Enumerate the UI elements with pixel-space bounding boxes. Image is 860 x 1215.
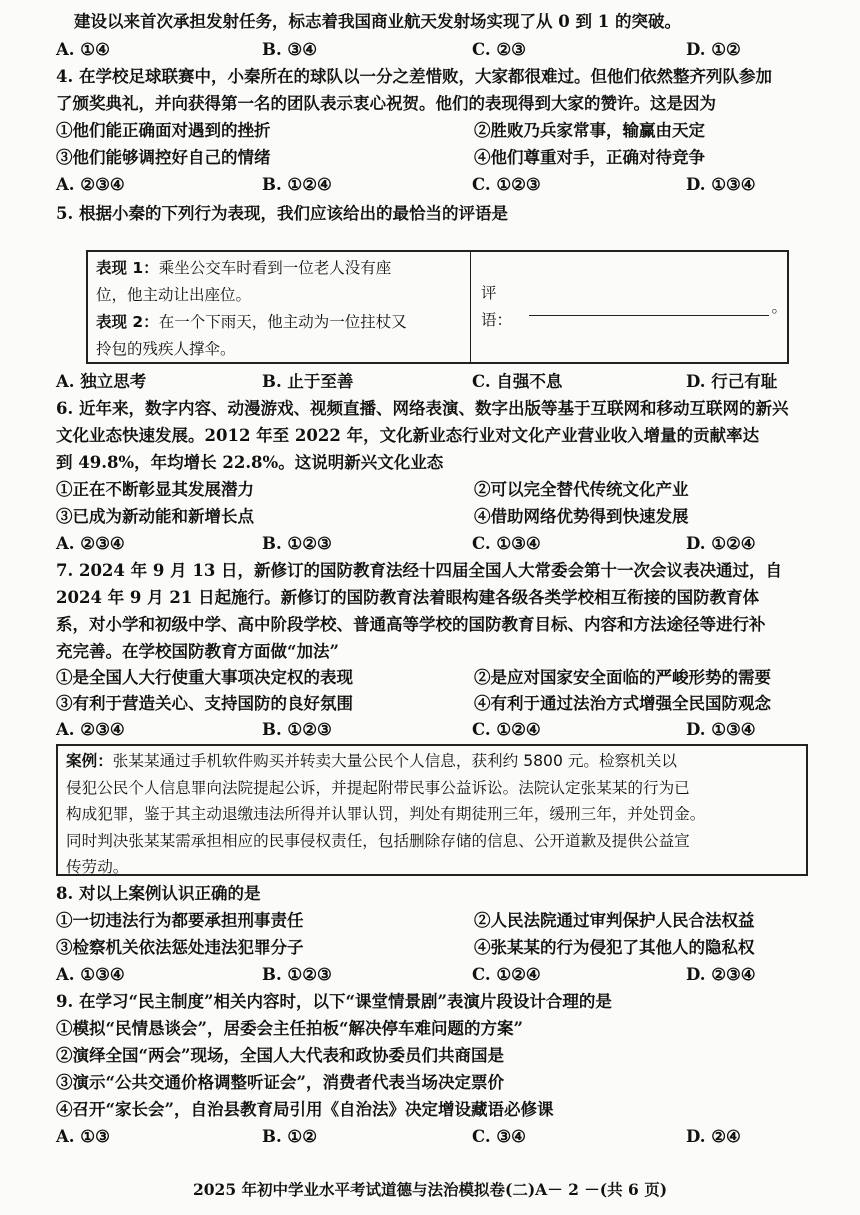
q5-option-a: A. 独立思考 (56, 372, 147, 391)
q5-behavior-cell (88, 252, 471, 362)
q7-question-cont-3: 充完善。在学校国防教育方面做“加法” (56, 642, 339, 661)
q8-option-a: A. ①③④ (56, 965, 125, 984)
q7-question-cont-2: 系，对小学和初级中学、高中阶段学校、普通高等学校的国防教育目标、内容和方法途径等进行补 (56, 615, 766, 634)
q9-option-b: B. ①② (262, 1127, 318, 1146)
perf1-text-b: 位，他主动让出座位。 (96, 286, 252, 304)
q8-question: 8. 对以上案例认识正确的是 (56, 884, 261, 903)
q6-statement-3: ③已成为新动能和新增长点 (56, 507, 254, 526)
q9-option-c: C. ③④ (472, 1127, 526, 1146)
q3-option-a: A. ①④ (56, 40, 110, 59)
q5-option-b: B. 止于至善 (262, 372, 354, 391)
page-footer: 2025 年初中学业水平考试道德与法治模拟卷(二)A－ 2 －(共 6 页) (192, 1180, 668, 1199)
q6-option-a: A. ②③④ (56, 534, 125, 553)
q3-option-b: B. ③④ (262, 40, 318, 59)
q7-statement-4: ④有利于通过法治方式增强全民国防观念 (474, 694, 771, 713)
q7-statement-3: ③有利于营造关心、支持国防的良好氛围 (56, 694, 353, 713)
q9-statement-3: ③演示“公共交通价格调整听证会”，消费者代表当场决定票价 (56, 1073, 504, 1092)
q8-statement-1: ①一切违法行为都要承担刑事责任 (56, 911, 304, 930)
case-line-4: 同时判决张某某需承担相应的民事侵权责任，包括删除存储的信息、公开道歉及提供公益宣 (66, 831, 690, 850)
q9-statement-1: ①模拟“民情恳谈会”，居委会主任拍板“解决停车难问题的方案” (56, 1019, 523, 1038)
q4-statement-1: ①他们能正确面对遇到的挫折 (56, 121, 271, 140)
q4-option-d: D. ①③④ (686, 175, 756, 194)
comment-blank[interactable] (529, 299, 769, 316)
perf1-text-a: 乘坐公交车时看到一位老人没有座 (158, 259, 392, 277)
q7-option-a: A. ②③④ (56, 720, 125, 739)
case-label: 案例： (66, 752, 113, 770)
q4-option-b: B. ①②④ (262, 175, 332, 194)
q4-option-c: C. ①②③ (472, 175, 541, 194)
q6-statement-1: ①正在不断彰显其发展潜力 (56, 480, 254, 499)
q8-option-b: B. ①②③ (262, 965, 332, 984)
q6-question-cont-1: 文化业态快速发展。2012 年至 2022 年，文化新业态行业对文化产业营业收入增量的贡献率达 (56, 426, 760, 445)
q8-option-c: C. ①②④ (472, 965, 541, 984)
q5-question: 5. 根据小秦的下列行为表现，我们应该给出的最恰当的评语是 (56, 204, 508, 223)
q8-statement-2: ②人民法院通过审判保护人民合法权益 (474, 911, 755, 930)
case-line-2: 侵犯公民个人信息罪向法院提起公诉，并提起附带民事公益诉讼。法院认定张某某的行为已 (66, 778, 690, 797)
perf1-label: 表现 1： (96, 259, 159, 277)
q4-statement-2: ②胜败乃兵家常事，输赢由天定 (474, 121, 705, 140)
q5-behavior-table (86, 250, 789, 364)
q6-question-cont-2: 到 49.8%，年均增长 22.8%。这说明新兴文化业态 (56, 453, 444, 472)
q4-option-a: A. ②③④ (56, 175, 125, 194)
comment-label: 评语： (481, 284, 513, 329)
q3-option-c: C. ②③ (472, 40, 526, 59)
q9-statement-2: ②演绎全国“两会”现场，全国人大代表和政协委员们共商国是 (56, 1046, 504, 1065)
q6-option-c: C. ①③④ (472, 534, 541, 553)
q9-question: 9. 在学习“民主制度”相关内容时，以下“课堂情景剧”表演片段设计合理的是 (56, 992, 612, 1011)
q7-question-cont-1: 2024 年 9 月 21 日起施行。新修订的国防教育法着眼构建各级各类学校相互衔接的国防教育体 (56, 588, 760, 607)
q6-option-b: B. ①②③ (262, 534, 332, 553)
q7-option-c: C. ①②④ (472, 720, 541, 739)
case-line-1: 张某某通过手机软件购买并转卖大量公民个人信息，获利约 5800 元。检察机关以 (112, 752, 677, 770)
perf2-text-a: 在一个下雨天，他主动为一位拄杖又 (158, 313, 407, 331)
q6-question: 6. 近年来，数字内容、动漫游戏、视频直播、网络表演、数字出版等基于互联网和移动互联网的新兴 (56, 399, 789, 418)
q6-option-d: D. ①②④ (686, 534, 756, 553)
q7-statement-1: ①是全国人大行使重大事项决定权的表现 (56, 668, 353, 687)
q9-statement-4: ④召开“家长会”，自治县教育局引用《自治法》决定增设藏语必修课 (56, 1100, 554, 1119)
q3-option-d: D. ①② (686, 40, 741, 59)
q7-option-d: D. ①③④ (686, 720, 756, 739)
case-line-3: 构成犯罪，鉴于其主动退缴违法所得并认罪认罚，判处有期徒刑三年，缓刑三年，并处罚金。 (66, 805, 706, 823)
q7-statement-2: ②是应对国家安全面临的严峻形势的需要 (474, 668, 771, 687)
q9-option-d: D. ②④ (686, 1127, 741, 1146)
q4-statement-3: ③他们能够调控好自己的情绪 (56, 148, 271, 167)
q6-statement-4: ④借助网络优势得到快速发展 (474, 507, 689, 526)
q5-comment-cell (471, 252, 787, 362)
q5-option-c: C. 自强不息 (472, 372, 563, 391)
q9-option-a: A. ①③ (56, 1127, 110, 1146)
q8-statement-4: ④张某某的行为侵犯了其他人的隐私权 (474, 938, 755, 957)
q7-question: 7. 2024 年 9 月 13 日，新修订的国防教育法经十四届全国人大常委会第十一次会议表决通过，自 (56, 561, 783, 580)
q6-statement-2: ②可以完全替代传统文化产业 (474, 480, 689, 499)
case-line-5: 传劳动。 (66, 858, 129, 876)
q8-option-d: D. ②③④ (686, 965, 756, 984)
perf2-text-b: 拎包的残疾人撑伞。 (96, 340, 236, 358)
q4-question-cont: 了颁奖典礼，并向获得第一名的团队表示衷心祝贺。他们的表现得到大家的赞许。这是因为 (56, 94, 716, 113)
perf2-label: 表现 2： (96, 313, 159, 331)
q7-option-b: B. ①②③ (262, 720, 332, 739)
q5-option-d: D. 行己有耻 (686, 372, 778, 391)
comment-end: 。 (771, 297, 787, 316)
case-box (56, 744, 808, 876)
q3-text-tail: 建设以来首次承担发射任务，标志着我国商业航天发射场实现了从 0 到 1 的突破。 (74, 12, 681, 31)
q8-statement-3: ③检察机关依法惩处违法犯罪分子 (56, 938, 304, 957)
q4-question: 4. 在学校足球联赛中，小秦所在的球队以一分之差惜败，大家都很难过。但他们依然整齐列队参加 (56, 67, 772, 86)
q4-statement-4: ④他们尊重对手，正确对待竞争 (474, 148, 705, 167)
